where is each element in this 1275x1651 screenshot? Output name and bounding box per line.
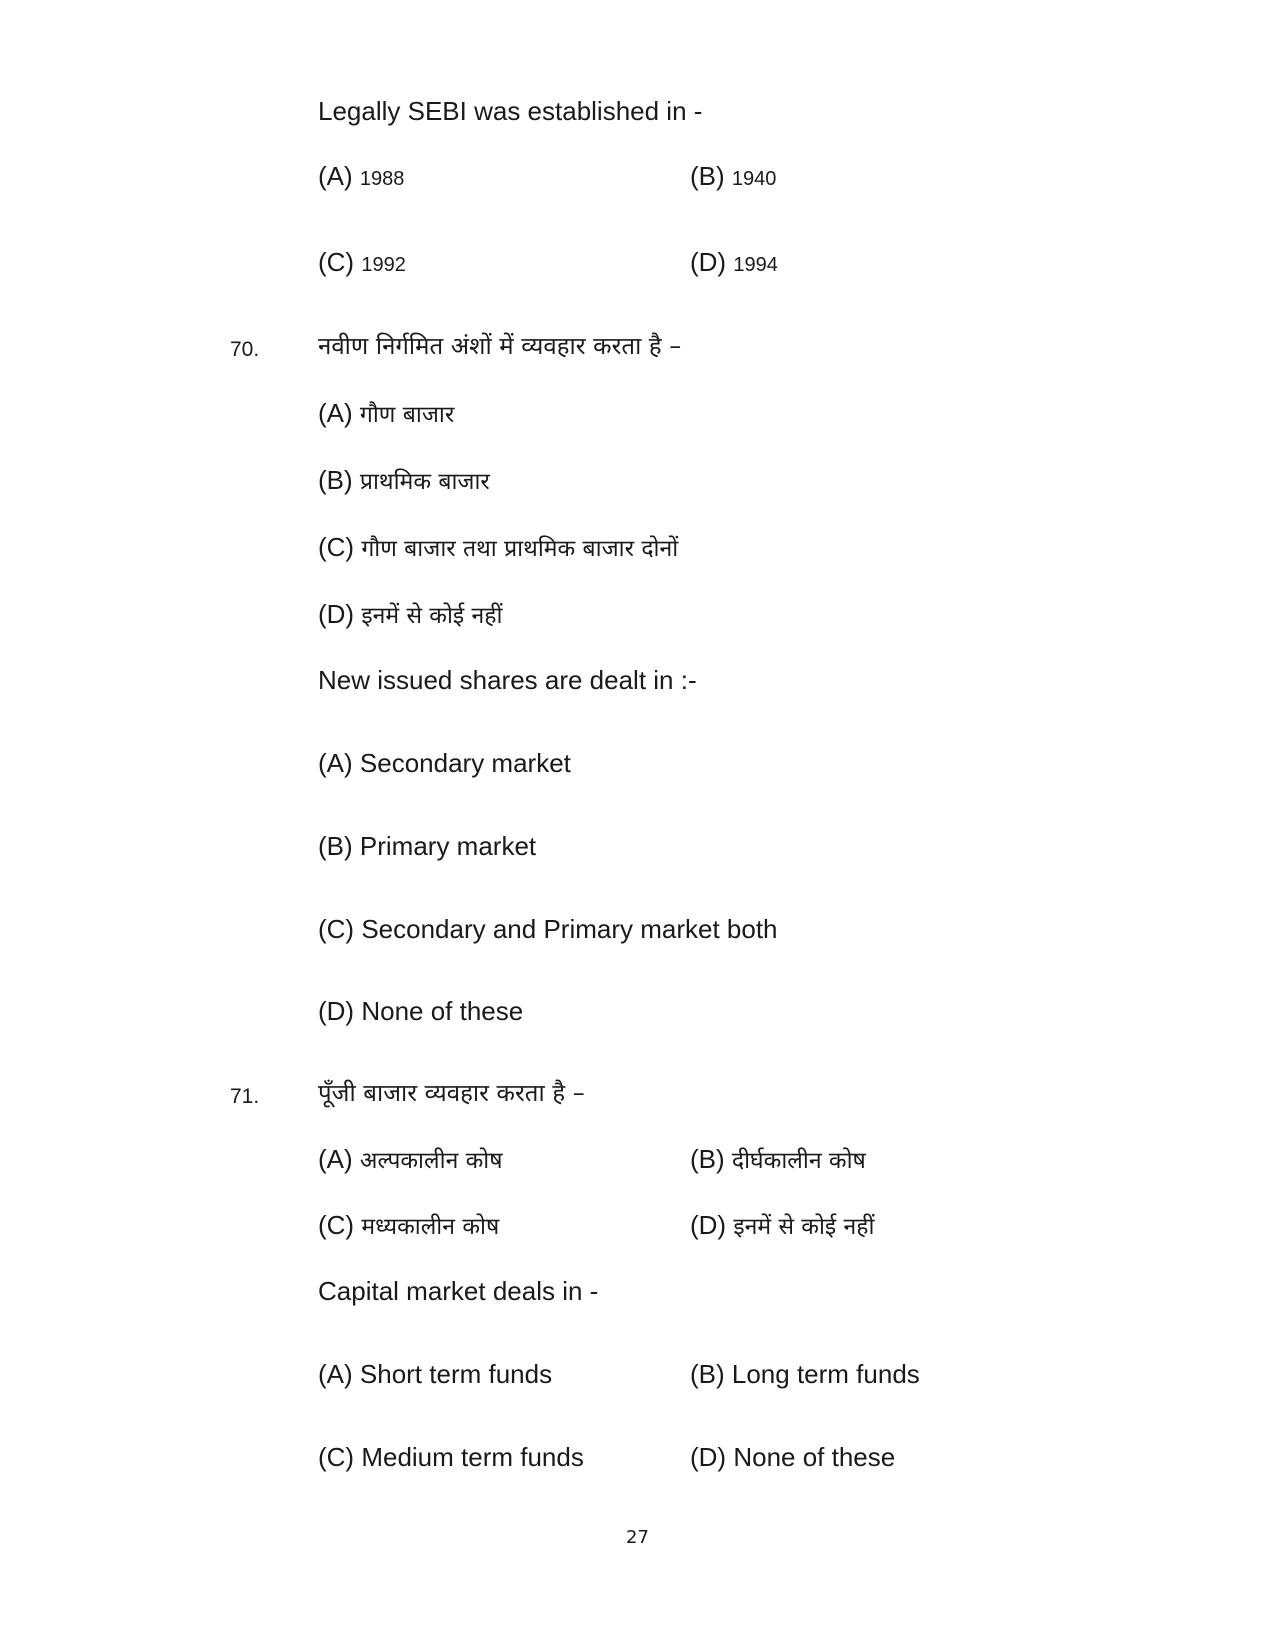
q70-option-hi-b — [318, 464, 490, 498]
option-label: (C) — [318, 1442, 362, 1472]
option-label: (B) — [318, 465, 360, 495]
option-text: अल्पकालीन कोष — [359, 1148, 503, 1174]
q69-option-c — [318, 246, 406, 281]
option-text: Short term funds — [359, 1359, 553, 1389]
option-label: (B) — [690, 161, 732, 191]
option-label: (C) — [318, 914, 362, 944]
q70-option-en-c — [318, 913, 778, 945]
q69-option-a — [318, 160, 404, 195]
option-label: (C) — [318, 1210, 362, 1240]
q71-option-en-d — [690, 1441, 895, 1473]
q71-number: 71. — [230, 1085, 260, 1108]
q70-option-en-a — [318, 747, 571, 779]
option-text: 1940 — [731, 168, 777, 190]
q70-question-en: New issued shares are dealt in :- — [318, 665, 697, 695]
q71-question-hi: पूँजी बाजार व्यवहार करता है – — [318, 1079, 585, 1107]
option-text: गौण बाजार — [359, 402, 455, 428]
option-label: (B) — [318, 831, 360, 861]
q71-option-hi-a — [318, 1143, 503, 1177]
option-label: (B) — [690, 1144, 732, 1174]
option-text: इनमें से कोई नहीं — [361, 603, 503, 629]
option-label: (D) — [690, 1442, 734, 1472]
option-label: (D) — [690, 1210, 734, 1240]
option-label: (C) — [318, 532, 362, 562]
q70-option-hi-d — [318, 598, 502, 632]
page-number: 27 — [626, 1527, 649, 1548]
option-label: (C) — [318, 247, 362, 277]
option-text: मध्यकालीन कोष — [361, 1214, 500, 1240]
q70-option-en-b — [318, 830, 536, 862]
option-label: (A) — [318, 161, 360, 191]
q70-question-hi: नवीण निर्गमित अंशों में व्यवहार करता है – — [318, 332, 682, 360]
q70-number: 70. — [230, 338, 260, 361]
option-label: (A) — [318, 398, 360, 428]
q69-option-b — [690, 160, 776, 195]
option-text: 1994 — [733, 254, 778, 276]
option-label: (D) — [690, 247, 734, 277]
q70-option-hi-c — [318, 531, 678, 565]
q71-option-hi-b — [690, 1143, 866, 1177]
q71-option-hi-d — [690, 1209, 874, 1243]
q70-option-hi-a — [318, 397, 454, 431]
option-text: दीर्घकालीन कोष — [731, 1148, 866, 1174]
q69-option-d — [690, 246, 778, 281]
option-text: Primary market — [359, 831, 537, 861]
option-text: Medium term funds — [361, 1442, 584, 1472]
q71-option-en-c — [318, 1441, 584, 1473]
q71-option-en-a — [318, 1358, 552, 1390]
option-text: प्राथमिक बाजार — [359, 469, 490, 495]
option-text: Secondary market — [359, 748, 571, 778]
option-label: (B) — [690, 1359, 732, 1389]
q70-option-en-d — [318, 995, 523, 1027]
option-text: None of these — [733, 1442, 896, 1472]
option-label: (A) — [318, 1359, 360, 1389]
q71-option-hi-c — [318, 1209, 499, 1243]
option-text: इनमें से कोई नहीं — [733, 1214, 875, 1240]
option-text: 1988 — [359, 168, 405, 190]
option-text: None of these — [361, 996, 524, 1026]
option-text: गौण बाजार तथा प्राथमिक बाजार दोनों — [361, 536, 679, 562]
q71-question-en: Capital market deals in - — [318, 1276, 599, 1306]
option-label: (A) — [318, 1144, 360, 1174]
option-text: Secondary and Primary market both — [361, 914, 778, 944]
option-label: (A) — [318, 748, 360, 778]
option-text: 1992 — [361, 254, 406, 276]
option-text: Long term funds — [731, 1359, 920, 1389]
option-label: (D) — [318, 599, 362, 629]
option-label: (D) — [318, 996, 362, 1026]
q71-option-en-b — [690, 1358, 920, 1390]
q69-question-en: Legally SEBI was established in - — [318, 96, 703, 126]
